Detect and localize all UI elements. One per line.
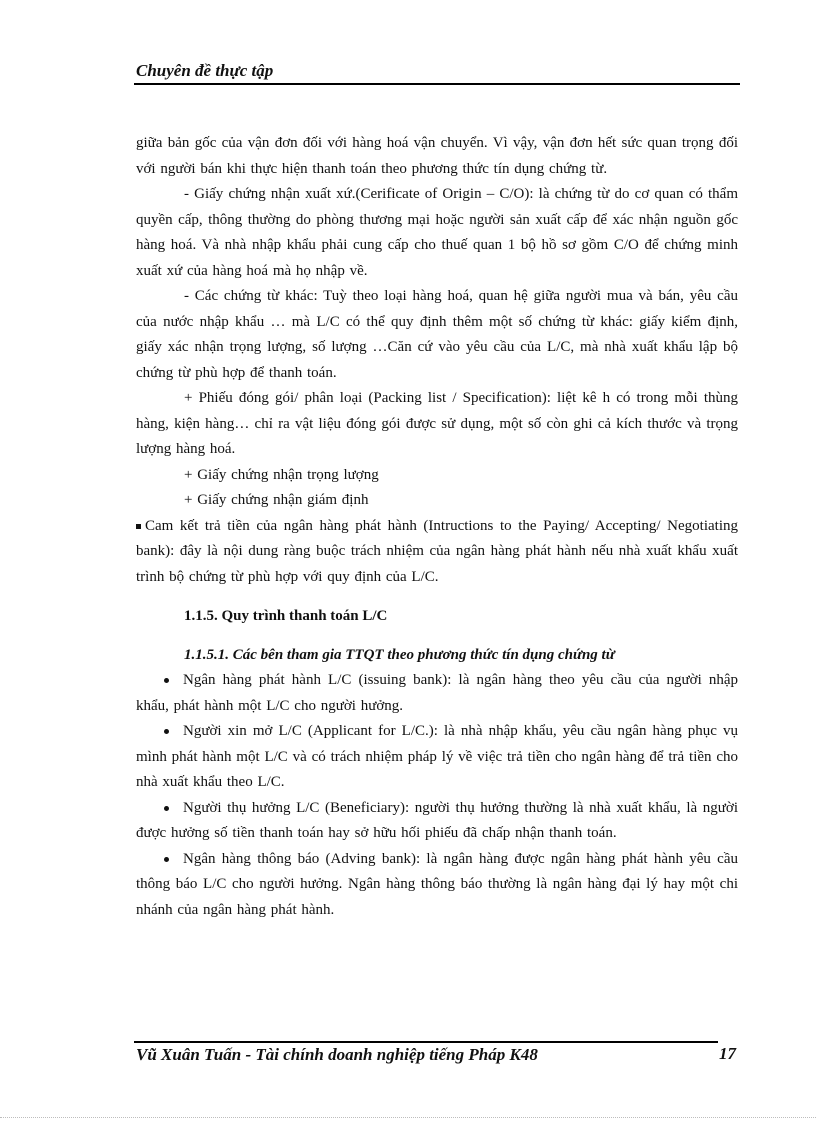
footer-author: Vũ Xuân Tuấn - Tài chính doanh nghiệp tiếng Pháp K48 xyxy=(136,1045,538,1064)
page-bottom-dotted-line xyxy=(0,1117,816,1118)
header-divider xyxy=(134,83,740,85)
spacer xyxy=(136,590,738,604)
bullet-icon xyxy=(164,806,169,811)
page-number: 17 xyxy=(719,1044,736,1063)
paragraph-payment-commitment xyxy=(136,514,738,591)
paragraph-packing-list: + Phiếu đóng gói/ phân loại (Packing list / Specification): liệt kê h có trong mỗi thùng hàng, kiện hàng… chỉ ra vật liệu đóng gói được sử dụng, một số còn ghi cả kích thước và trọng lượng hàng hoá. xyxy=(136,390,738,457)
paragraph-bill-of-lading: giữa bản gốc của vận đơn đối với hàng hoá vận chuyển. Vì vậy, vận đơn hết sức quan trọng đối với người bán khi thực hiện thanh toán theo phương thức tín dụng chứng từ. xyxy=(136,135,738,177)
bullet-icon xyxy=(164,678,169,683)
list-item-text: Người xin mở L/C (Applicant for L/C.): là nhà nhập khẩu, yêu cầu ngân hàng phục vụ mình phát hành một L/C và có trách nhiệm pháp lý về việc trả tiền cho ngân hàng để trả tiền cho nhà xuất khẩu theo L/C. xyxy=(136,723,738,790)
section-heading: 1.1.5. Quy trình thanh toán L/C xyxy=(184,608,388,624)
list-item-text: Người thụ hưởng L/C (Beneficiary): người thụ hưởng thường là nhà xuất khẩu, là người được hưởng số tiền thanh toán hay sở hữu hối phiếu đã chấp nhận thanh toán. xyxy=(136,799,738,841)
paragraph-weight-certificate: + Giấy chứng nhận trọng lượng xyxy=(184,466,379,483)
list-item-text: Ngân hàng thông báo (Adving bank): là ngân hàng được ngân hàng phát hành yêu cầu thông báo L/C cho người hưởng. Ngân hàng thông báo thường là ngân hàng đại lý hay một chi nhánh của ngân hàng phát hành. xyxy=(136,850,738,918)
list-item xyxy=(136,847,738,924)
list-item-text: Ngân hàng phát hành L/C (issuing bank): là ngân hàng theo yêu cầu của người nhập khẩu, phát hành một L/C cho người hưởng. xyxy=(136,672,738,714)
document-body xyxy=(136,131,738,923)
bullet-icon xyxy=(164,729,169,734)
bullet-icon xyxy=(164,857,169,862)
square-bullet-icon xyxy=(136,524,141,529)
paragraph-certificate-of-origin: - Giấy chứng nhận xuất xứ.(Cerificate of Origin – C/O): là chứng từ do cơ quan có thẩm quyền cấp, thông thường do phòng thương mại hoặc người sản xuất cấp để xác nhận nguồn gốc hàng hoá. Và nhà nhập khẩu phải cung cấp cho thuế quan 1 bộ hồ sơ gồm C/O để chứng minh xuất xứ của hàng hoá mà họ nhập về. xyxy=(136,186,738,279)
page-header-title: Chuyên đề thực tập xyxy=(136,61,274,80)
list-item xyxy=(136,796,738,847)
list-item xyxy=(136,719,738,796)
payment-commitment-text: Cam kết trả tiền của ngân hàng phát hành (Intructions to the Paying/ Accepting/ Negotiating bank): đây là nội dung ràng buộc trách nhiệm của ngân hàng phát hành nếu nhà xuất khẩu xuất trình bộ chứng từ phù hợp với quy định của L/C. xyxy=(136,517,738,585)
spacer xyxy=(136,629,738,643)
paragraph-other-documents: - Các chứng từ khác: Tuỳ theo loại hàng hoá, quan hệ giữa người mua và bán, yêu cầu của nước nhập khẩu … mà L/C có thể quy định thêm một số chứng từ khác: giấy kiểm định, giấy xác nhận trọng lượng, số lượng …Căn cứ vào yêu cầu của L/C, mà nhà xuất khẩu lập bộ chứng từ phù hợp để thanh toán. xyxy=(136,288,738,381)
list-item xyxy=(136,668,738,719)
paragraph-inspection-certificate: + Giấy chứng nhận giám định xyxy=(184,492,369,508)
subsection-heading: 1.1.5.1. Các bên tham gia TTQT theo phương thức tín dụng chứng từ xyxy=(184,647,615,663)
footer-divider xyxy=(134,1041,718,1043)
